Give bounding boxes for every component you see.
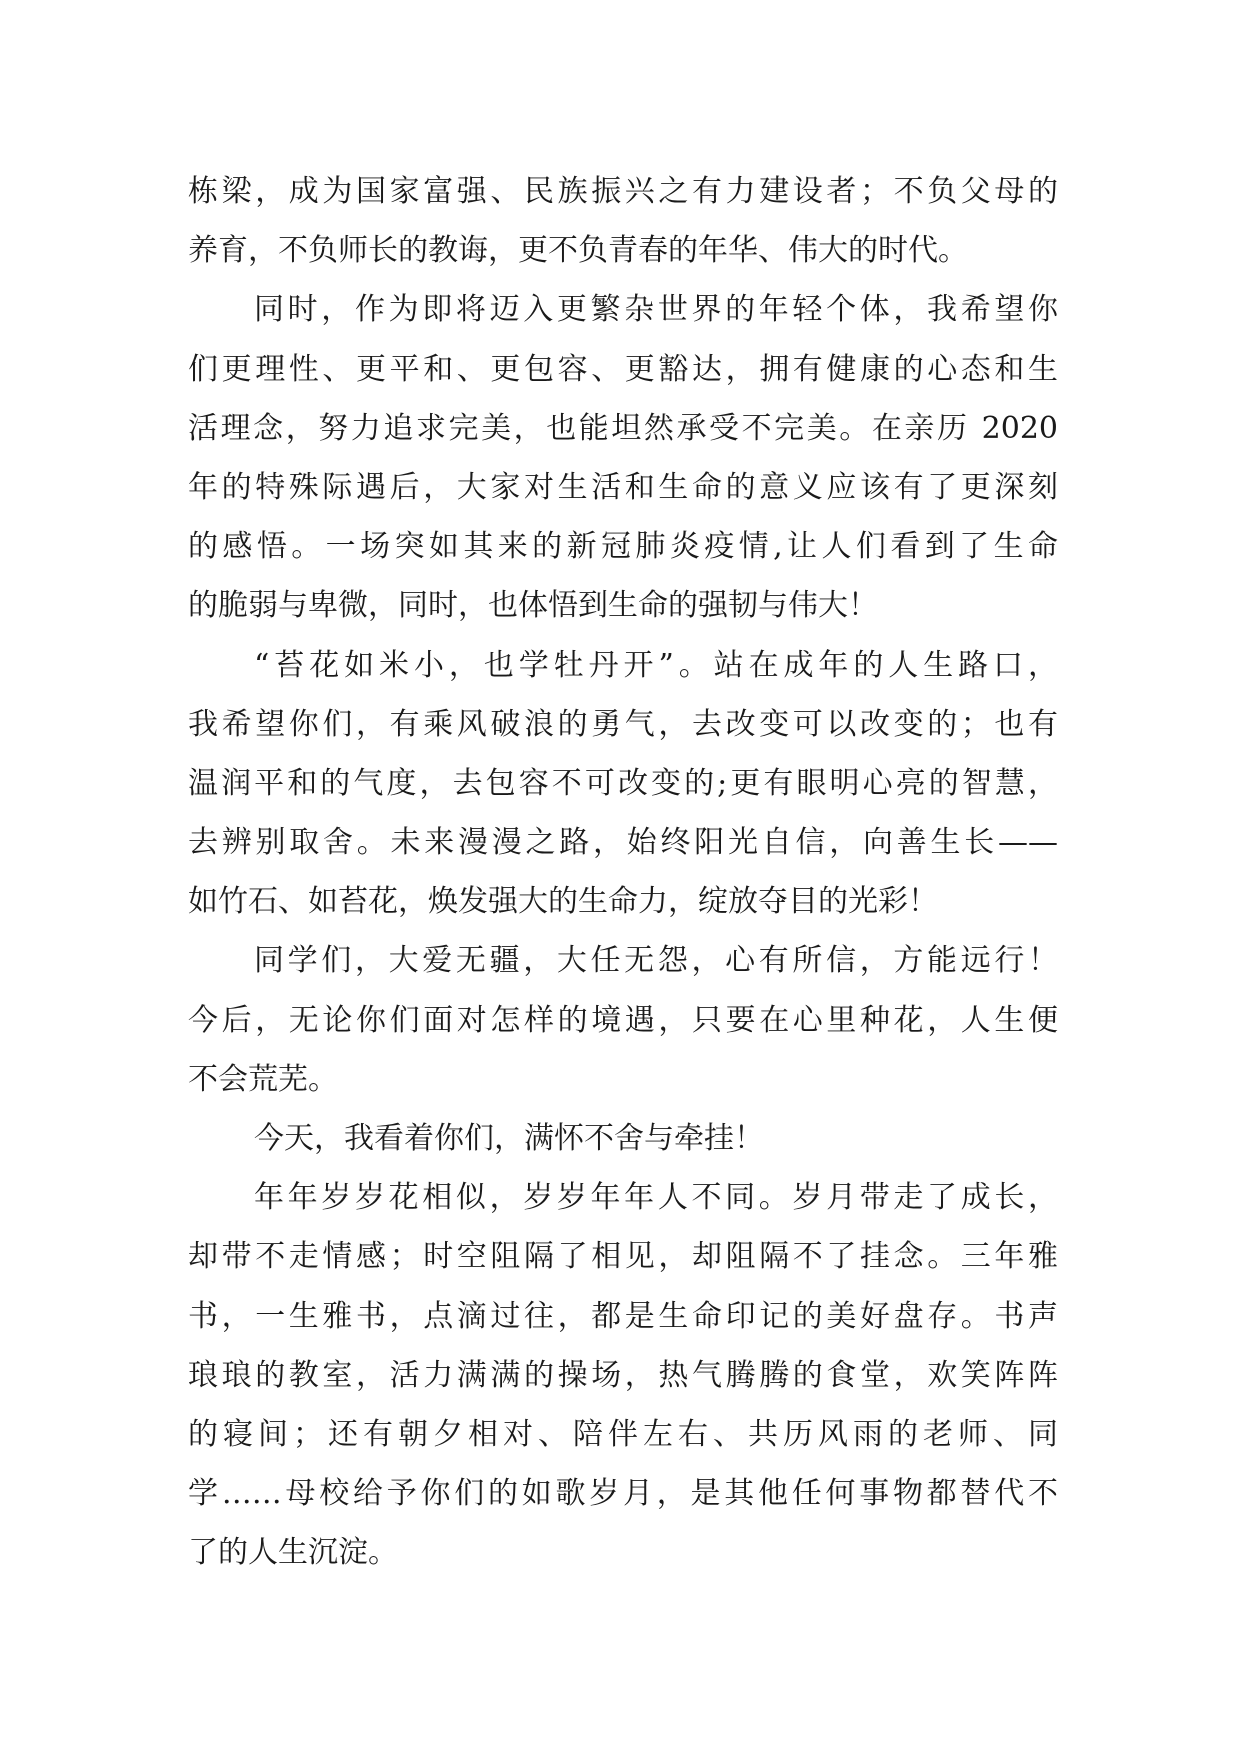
text-line: 我希望你们，有乘风破浪的勇气，去改变可以改变的；也有 — [188, 706, 1058, 742]
text-line: 的感悟。一场突如其来的新冠肺炎疫情,让人们看到了生命 — [188, 529, 1058, 565]
text-line: 不会荒芜。 — [188, 1061, 338, 1097]
text-line: 今天，我看着你们，满怀不舍与牵挂！ — [254, 1121, 764, 1156]
paragraph-6 — [188, 1168, 1058, 1582]
document-body — [188, 162, 1058, 1583]
text-line: 书，一生雅书，点滴过往，都是生命印记的美好盘存。书声 — [188, 1298, 1058, 1334]
text-line: 的寝间；还有朝夕相对、陪伴左右、共历风雨的老师、同 — [188, 1416, 1058, 1452]
text-line: 年年岁岁花相似，岁岁年年人不同。岁月带走了成长， — [254, 1180, 1058, 1216]
text-line: 们更理性、更平和、更包容、更豁达，拥有健康的心态和生 — [188, 351, 1058, 387]
text-line: 如竹石、如苔花，焕发强大的生命力，绽放夺目的光彩！ — [188, 884, 938, 920]
text-line: 温润平和的气度，去包容不可改变的;更有眼明心亮的智慧， — [188, 765, 1058, 801]
text-line: 同学们，大爱无疆，大任无怨，心有所信，方能远行！ — [254, 943, 1058, 979]
text-line: 养育，不负师长的教诲，更不负青春的年华、伟大的时代。 — [188, 233, 968, 269]
paragraph-2 — [188, 280, 1058, 635]
paragraph-5 — [188, 1109, 1058, 1168]
text-line: “苔花如米小，也学牡丹开”。站在成年的人生路口， — [254, 647, 1058, 683]
text-line: 今后，无论你们面对怎样的境遇，只要在心里种花，人生便 — [188, 1002, 1058, 1038]
text-line: 了的人生沉淀。 — [188, 1535, 398, 1571]
text-line: 学……母校给予你们的如歌岁月，是其他任何事物都替代不 — [188, 1476, 1058, 1512]
text-line: 活理念，努力追求完美，也能坦然承受不完美。在亲历 2020 — [188, 410, 1058, 446]
paragraph-4 — [188, 931, 1058, 1109]
paragraph-1 — [188, 162, 1058, 280]
text-line: 却带不走情感；时空阻隔了相见，却阻隔不了挂念。三年雅 — [188, 1239, 1058, 1275]
text-line: 琅琅的教室，活力满满的操场，热气腾腾的食堂，欢笑阵阵 — [188, 1357, 1058, 1393]
text-line: 去辨别取舍。未来漫漫之路，始终阳光自信，向善生长—— — [188, 825, 1058, 861]
text-line: 同时，作为即将迈入更繁杂世界的年轻个体，我希望你 — [254, 292, 1058, 328]
text-line: 年的特殊际遇后，大家对生活和生命的意义应该有了更深刻 — [188, 469, 1058, 505]
text-line: 的脆弱与卑微，同时，也体悟到生命的强韧与伟大！ — [188, 588, 878, 624]
text-line: 栋梁，成为国家富强、民族振兴之有力建设者；不负父母的 — [188, 174, 1058, 209]
paragraph-3 — [188, 636, 1058, 932]
